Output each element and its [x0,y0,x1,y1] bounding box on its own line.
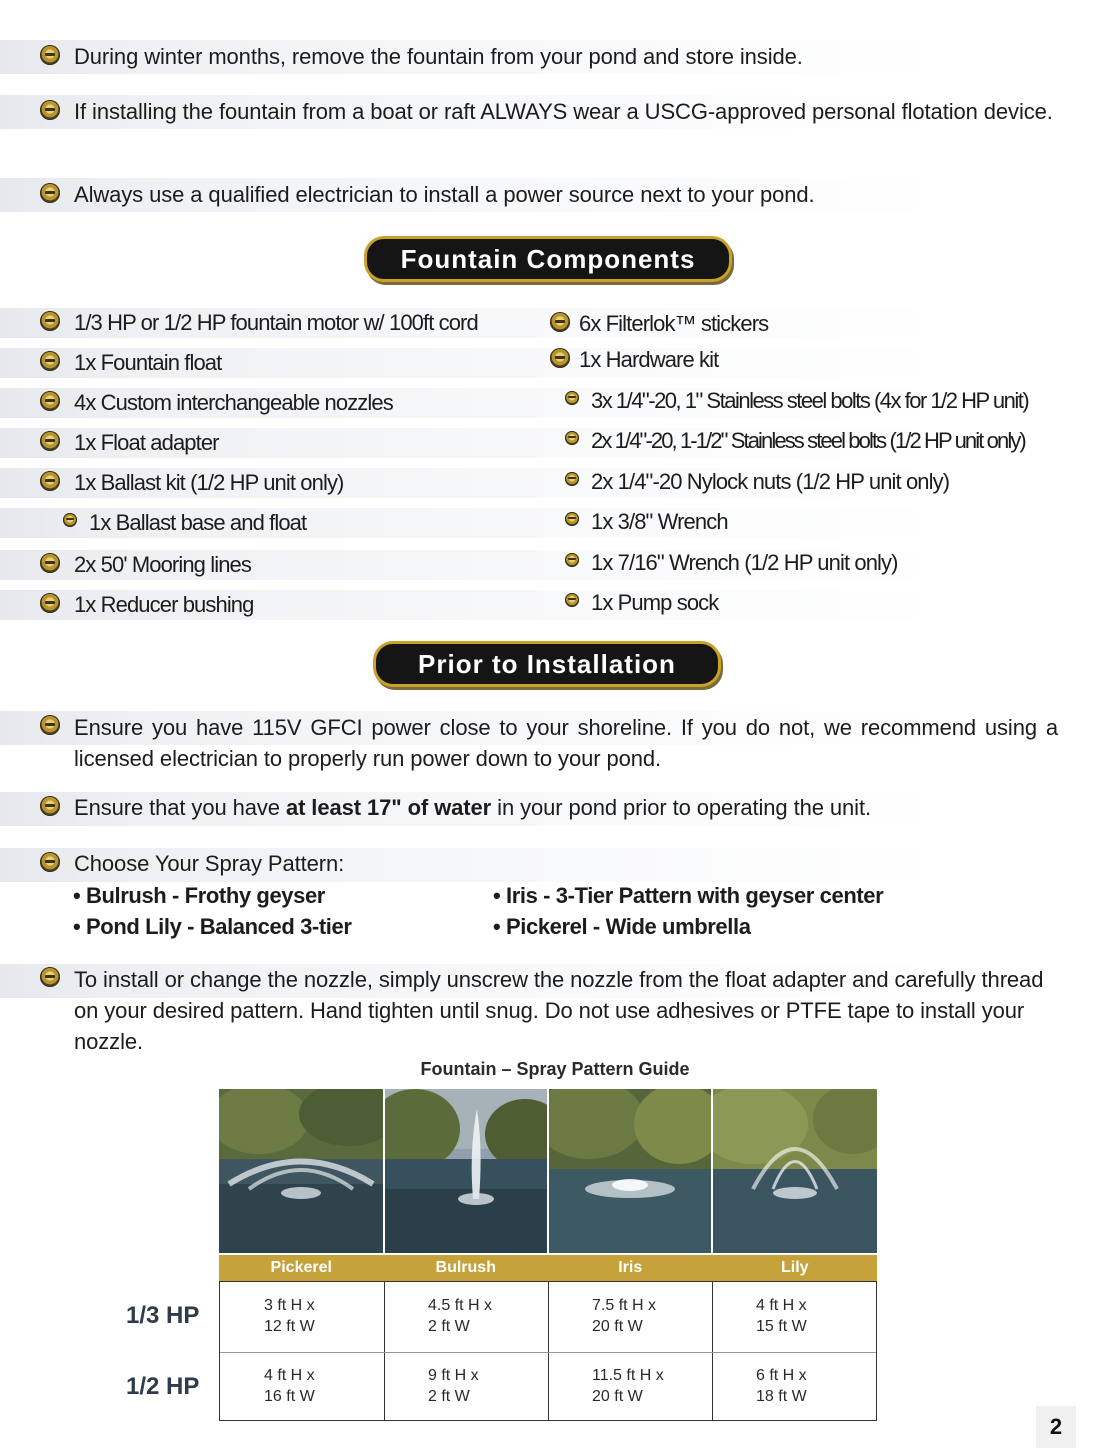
leaf-bullet-icon [565,431,579,445]
leaf-bullet-icon [40,715,60,735]
pattern-pickerel: • Pickerel - Wide umbrella [493,914,751,939]
col-bulrush: Bulrush [435,1259,496,1276]
prior-heading: Prior to Installation [373,641,721,687]
page-number: 2 [1036,1406,1076,1448]
leaf-bullet-icon [565,593,579,607]
component-item: 1x Float adapter [40,428,219,458]
safety-item: If installing the fountain from a boat or raft ALWAYS wear a USCG-approved personal flotation device. [40,97,1070,127]
component-item: 2x 50' Mooring lines [40,550,251,580]
leaf-bullet-icon [40,311,60,331]
safety-item: Always use a qualified electrician to install a power source next to your pond. [40,180,1070,210]
leaf-bullet-icon [40,852,60,872]
leaf-bullet-icon [40,391,60,411]
guide-header-row [219,1255,877,1281]
leaf-bullet-icon [40,553,60,573]
prior-item: Ensure you have 115V GFCI power close to your shoreline. If you do not, we recommend using a licensed electrician to properly run power down to your pond. [40,712,1058,774]
leaf-bullet-icon [40,45,60,65]
component-subitem: 1x 3/8" Wrench [565,507,728,537]
water-depth-emphasis: at least 17" of water [285,795,492,820]
pattern-bulrush: • Bulrush - Frothy geyser [73,883,325,908]
table-cell: 11.5 ft H x 20 ft W [592,1367,664,1405]
leaf-bullet-icon [40,183,60,203]
leaf-bullet-icon [40,796,60,816]
prior-item: Choose Your Spray Pattern: [40,849,344,879]
prior-item: To install or change the nozzle, simply unscrew the nozzle from the float adapter and carefully thread on your desired pattern. Hand tighten until snug. Do not use adhesives or PTFE tape to install your nozzle. [40,964,1064,1057]
table-cell: 4 ft H x 15 ft W [756,1297,807,1335]
bulrush-photo [385,1089,547,1253]
component-subitem: 1x Ballast base and float [63,508,306,538]
leaf-bullet-icon [565,512,579,526]
pickerel-photo [219,1089,383,1253]
lily-photo [713,1089,877,1253]
component-subitem: 3x 1/4"-20, 1" Stainless steel bolts (4x for 1/2 HP unit) [565,386,1028,416]
component-item: 6x Filterlok™ stickers [550,309,768,339]
leaf-bullet-icon [40,100,60,120]
component-item: 1x Fountain float [40,348,221,378]
prior-item: Ensure that you have at least 17" of water in your pond prior to operating the unit. [40,793,871,823]
table-cell: 3 ft H x 12 ft W [264,1297,315,1335]
table-cell: 4.5 ft H x 2 ft W [428,1297,493,1335]
col-pickerel: Pickerel [270,1259,332,1276]
leaf-bullet-icon [40,593,60,613]
pattern-pond-lily: • Pond Lily - Balanced 3-tier [73,914,352,939]
guide-caption: Fountain – Spray Pattern Guide [420,1059,690,1079]
safety-item: During winter months, remove the fountain from your pond and store inside. [40,42,1070,72]
leaf-bullet-icon [565,472,579,486]
component-item: 4x Custom interchangeable nozzles [40,388,393,418]
table-cell: 9 ft H x 2 ft W [428,1367,479,1405]
component-item: 1/3 HP or 1/2 HP fountain motor w/ 100ft cord [40,308,478,338]
col-lily: Lily [780,1259,809,1276]
spray-guide-table [219,1281,877,1421]
leaf-bullet-icon [550,312,570,332]
component-item: 1x Hardware kit [550,345,718,375]
row-label-1-3-hp: 1/3 HP [126,1302,200,1329]
leaf-bullet-icon [40,431,60,451]
leaf-bullet-icon [40,351,60,371]
leaf-bullet-icon [40,967,60,987]
table-cell: 7.5 ft H x 20 ft W [592,1297,657,1335]
leaf-bullet-icon [63,513,77,527]
component-subitem: 1x 7/16" Wrench (1/2 HP unit only) [565,548,898,578]
component-item: 1x Ballast kit (1/2 HP unit only) [40,468,343,498]
col-iris: Iris [618,1259,643,1276]
component-subitem: 2x 1/4"-20 Nylock nuts (1/2 HP unit only) [565,467,949,497]
leaf-bullet-icon [550,348,570,368]
leaf-bullet-icon [40,471,60,491]
leaf-bullet-icon [565,553,579,567]
table-cell: 6 ft H x 18 ft W [756,1367,807,1405]
table-cell: 4 ft H x 16 ft W [264,1367,315,1405]
leaf-bullet-icon [565,391,579,405]
component-subitem: 2x 1/4"-20, 1-1/2" Stainless steel bolts (1/2 HP unit only) [565,426,1025,456]
row-label-1-2-hp: 1/2 HP [126,1373,200,1400]
component-subitem: 1x Pump sock [565,588,718,618]
iris-photo [549,1089,711,1253]
components-heading: Fountain Components [364,236,732,282]
component-item: 1x Reducer bushing [40,590,253,620]
pattern-iris: • Iris - 3-Tier Pattern with geyser center [493,883,884,908]
